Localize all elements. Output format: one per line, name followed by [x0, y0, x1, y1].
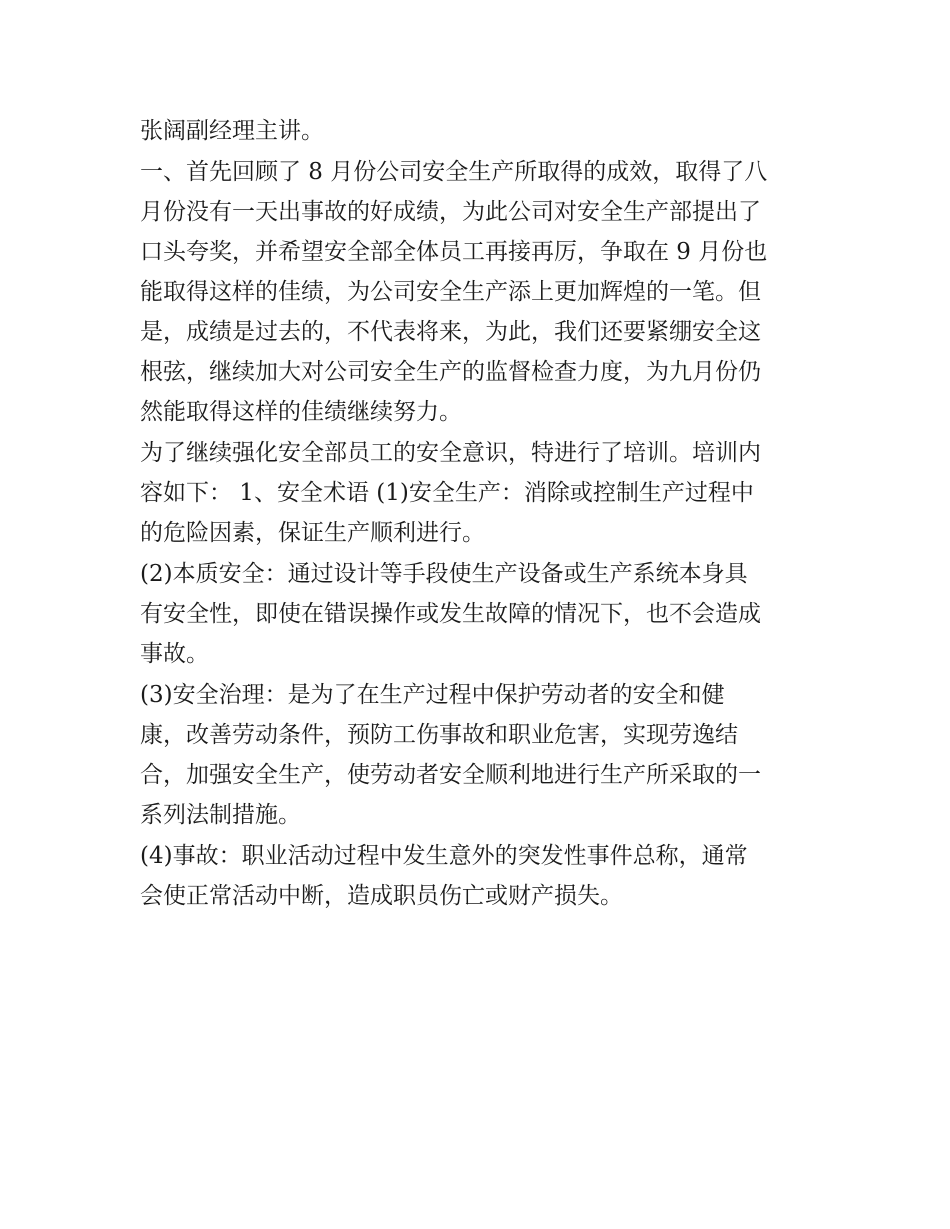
- text-line: (2)本质安全：通过设计等手段使生产设备或生产系统本身具: [140, 561, 748, 587]
- text-line: 有安全性，即使在错误操作或发生故障的情况下，也不会造成: [140, 601, 761, 627]
- paragraph-review: [140, 152, 812, 432]
- text-line: 然能取得这样的佳绩继续努力。: [140, 399, 462, 425]
- text-line: 合，加强安全生产，使劳动者安全顺利地进行生产所采取的一: [140, 762, 761, 788]
- text-line: 为了继续强化安全部员工的安全意识，特进行了培训。培训内: [140, 440, 761, 466]
- text-line: 能取得这样的佳绩，为公司安全生产添上更加辉煌的一笔。但: [140, 279, 761, 305]
- text-line: 张阔副经理主讲。: [140, 118, 324, 144]
- text-line: (3)安全治理：是为了在生产过程中保护劳动者的安全和健: [140, 682, 725, 708]
- paragraph-training-intro: [140, 433, 812, 553]
- paragraph-intrinsic-safety: [140, 554, 812, 674]
- text-line: (4)事故：职业活动过程中发生意外的突发性事件总称，通常: [140, 843, 748, 869]
- document-page: [140, 111, 812, 916]
- text-line: 康，改善劳动条件，预防工伤事故和职业危害，实现劳逸结: [140, 722, 738, 748]
- text-line: 口头夸奖，并希望安全部全体员工再接再厉，争取在 9 月份也: [140, 239, 768, 265]
- text-line: 系列法制措施。: [140, 802, 301, 828]
- text-line: 一、首先回顾了 8 月份公司安全生产所取得的成效，取得了八: [140, 159, 768, 185]
- paragraph-accident: [140, 836, 812, 916]
- text-line: 的危险因素，保证生产顺利进行。: [140, 520, 485, 546]
- text-line: 月份没有一天出事故的好成绩，为此公司对安全生产部提出了: [140, 199, 761, 225]
- paragraph-speaker: [140, 111, 812, 151]
- text-line: 事故。: [140, 641, 209, 667]
- text-line: 根弦，继续加大对公司安全生产的监督检查力度，为九月份仍: [140, 359, 761, 385]
- text-line: 会使正常活动中断，造成职员伤亡或财产损失。: [140, 883, 623, 909]
- text-line: 容如下： 1、安全术语 (1)安全生产：消除或控制生产过程中: [140, 480, 754, 506]
- text-line: 是，成绩是过去的，不代表将来，为此，我们还要紧绷安全这: [140, 319, 761, 345]
- paragraph-safety-management: [140, 675, 812, 835]
